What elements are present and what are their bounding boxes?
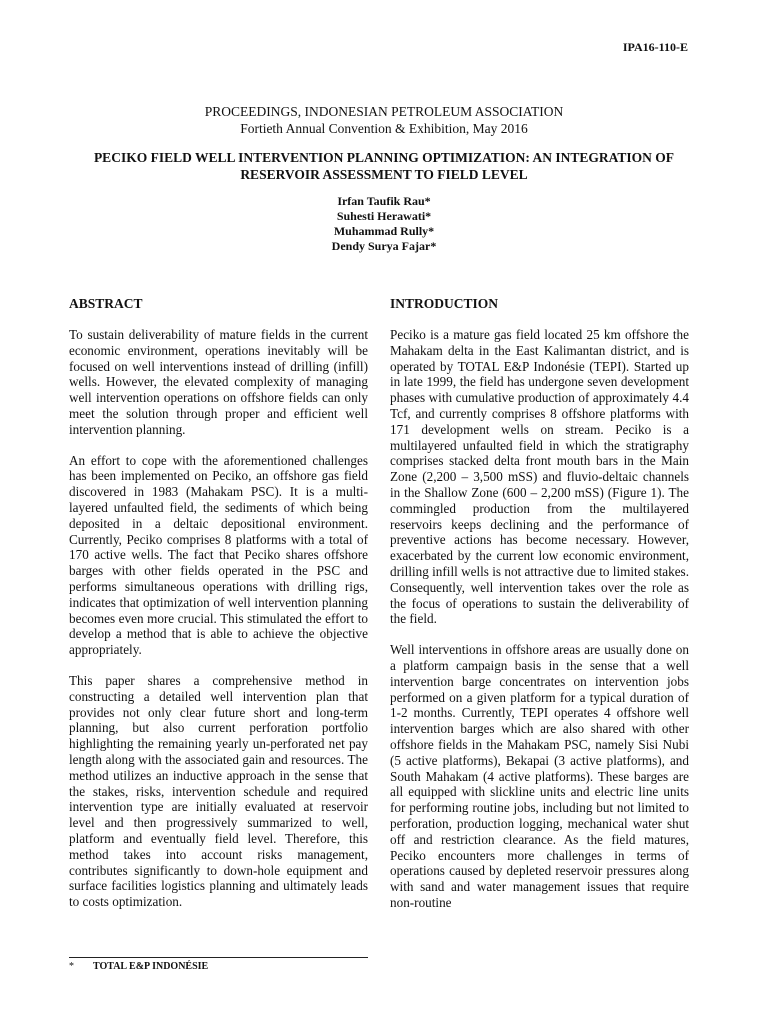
convention-name: Fortieth Annual Convention & Exhibition, May 2016 (240, 121, 528, 136)
footnote-mark: * (69, 961, 74, 972)
abstract-paragraph: To sustain deliverability of mature fields in the current economic environment, operations inevitably will be focused on well interventions instead of drilling (infill) wells. However, the elevated complexity of managing well intervention operations on offshore fields can only meet the solution through proper and efficient well intervention planning. (69, 327, 368, 437)
abstract-paragraph: An effort to cope with the aforementioned challenges has been implemented on Peciko, an offshore gas field discovered in 1983 (Mahakam PSC). It is a multi-layered unfaulted field, the sediments of which being deposited in a deltaic depositional environment. Currently, Peciko comprises 8 platforms with a total of 170 active wells. The fact that Peciko shares offshore barges with other fields operated in the PSC and performs simultaneous operations with drilling rigs, indicates that optimization of well intervention planning becomes even more crucial. This stimulated the effort to develop a method that is able to achieve the objective appropriately. (69, 452, 368, 658)
author-name: Muhammad Rully* (333, 224, 435, 238)
document-id: IPA16-110-E (622, 40, 688, 54)
introduction-paragraph: Well interventions in offshore areas are usually done on a platform campaign basis in the sense that a well intervention barge concentrates on intervention jobs performed on a given platform for a typical duration of 1-2 months. Currently, TEPI operates 4 offshore well intervention barges which are also shared with other offshore fields in the Mahakam PSC, namely Sisi Nubi (5 active platforms), Bekapai (3 active platforms), and South Mahakam (4 active platforms). These barges are all equipped with slickline units and electric line units for performing routine jobs, including but not limited to perforation, production logging, mechanical water shut off and restriction clearance. As the field matures, Peciko encounters more challenges in terms of operations caused by depleted reservoir pressures along with sand and water management issues that require non-routine (390, 642, 689, 910)
author-name: Suhesti Herawati* (336, 209, 432, 223)
footnote-text: TOTAL E&P INDONÉSIE (93, 961, 209, 972)
introduction-paragraph: Peciko is a mature gas field located 25 km offshore the Mahakam delta in the East Kalimantan district, and is operated by TOTAL E&P Indonésie (TEPI). Started up in late 1999, the field has undergone seven development phases with cumulative production of approximately 4.4 Tcf, and currently comprises 8 offshore platforms with 171 development wells on stream. Peciko is a multilayered unfaulted field in which the stratigraphy comprises stacked delta front mouth bars in the Main Zone (2,200 – 3,500 mSS) and fluvio-deltaic channels in the Shallow Zone (600 – 2,200 mSS) (Figure 1). The commingled production from the multilayered reservoirs keeps declining and the performance of preventive actions has become necessary. However, exacerbated by the current low economic environment, drilling infill wells is not attractive due to limited stakes. Consequently, well intervention takes over the role as the focus of operations to sustain the deliverability of the field. (390, 327, 689, 627)
abstract-heading: ABSTRACT (69, 296, 143, 311)
title-line-1: PECIKO FIELD WELL INTERVENTION PLANNING OPTIMIZATION: AN INTEGRATION OF (93, 150, 675, 165)
association-name: PROCEEDINGS, INDONESIAN PETROLEUM ASSOCIATION (204, 104, 564, 119)
paper-title (0, 149, 768, 183)
author-list (0, 194, 768, 254)
abstract-paragraph: This paper shares a comprehensive method in constructing a detailed well intervention plan that provides not only clear future short and long-term planning, but also current perforation portfolio highlighting the remaining yearly un-perforated net pay length along with the associated gain and resources. The method utilizes an inductive approach in the sense that the stakes, risks, intervention schedule and required intervention type are initially evaluated at reservoir level and then progressively summarized to well, platform and eventually field level. Therefore, this method takes into account risks management, contributes significantly to down-hole equipment and surface facilities logistics planning and ultimately leads to costs optimization. (69, 672, 368, 910)
introduction-heading: INTRODUCTION (390, 296, 499, 311)
footnote-divider (69, 957, 368, 958)
title-line-2: RESERVOIR ASSESSMENT TO FIELD LEVEL (240, 167, 528, 182)
author-name: Dendy Surya Fajar* (331, 239, 437, 253)
abstract-column (69, 296, 368, 925)
introduction-column (390, 296, 689, 926)
proceedings-header (0, 103, 768, 137)
author-name: Irfan Taufik Rau* (337, 194, 431, 208)
footnote (69, 961, 208, 972)
